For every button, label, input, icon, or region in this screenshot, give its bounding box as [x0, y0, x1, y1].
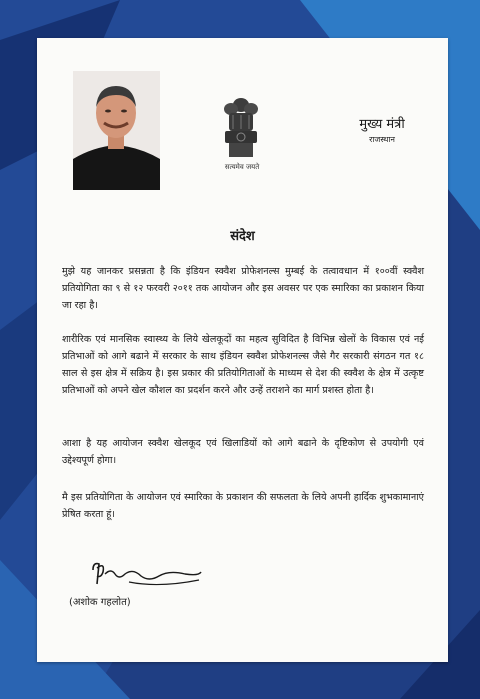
handwritten-signature — [89, 560, 209, 594]
designation-state: राजस्थान — [369, 135, 395, 144]
portrait-photo — [73, 71, 160, 190]
message-paragraph-4: मै इस प्रतियोगिता के आयोजन एवं स्मारिका के प्रकाशन की सफलता के लिये अपनी हार्दिक शुभकामानाएं प्रेषित करता हूं। — [62, 492, 424, 520]
message-paragraph-3: आशा है यह आयोजन स्क्वैश खेलकूद एवं खिलाडियों को आगे बढाने के दृष्टिकोण से उपयोगी एवं उद्देश्यपूर्ण होगा। — [62, 438, 424, 466]
letter-heading: संदेश — [230, 229, 255, 244]
message-paragraph-2: शारीरिक एवं मानसिक स्वास्थ्य के लिये खेलकूदों का महत्व सुविदित है विभिन्न खेलों के विकास एवं नई प्रतिभाओं को आगे बढाने में सरकार के साथ इंडियन स्क्वैश प्रोफेशनल्स जैसे गैर सरकारी संगठन गत १८ साल से इस क्षेत्र में सक्रिय है। इस प्रकार की प्रतियोगिताओं के माध्यम से देश की स्क्वैश के क्षेत्र में उत्कृष्ट प्रतिभाओं को अपने खेल कौशल का प्रदर्शन करने और उन्हें तराशने का मार्ग प्रशस्त होता है। — [62, 334, 424, 396]
letter-page — [37, 38, 448, 662]
signatory-name: (अशोक गहलोत) — [69, 597, 131, 608]
state-emblem-icon — [217, 93, 265, 173]
designation-title: मुख्य मंत्री — [359, 117, 405, 132]
emblem-motto: सत्यमेव जयते — [224, 163, 260, 171]
message-paragraph-1: मुझे यह जानकर प्रसन्नता है कि इंडियन स्क्वैश प्रोफेशनल्स मुम्बई के तत्वावधान में १००वीं स्क्वैश प्रतियोगिता का ९ से १२ फरवरी २०११ तक आयोजन और इस अवसर पर एक स्मारिका का प्रकाशन किया जा रहा है। — [62, 266, 424, 311]
